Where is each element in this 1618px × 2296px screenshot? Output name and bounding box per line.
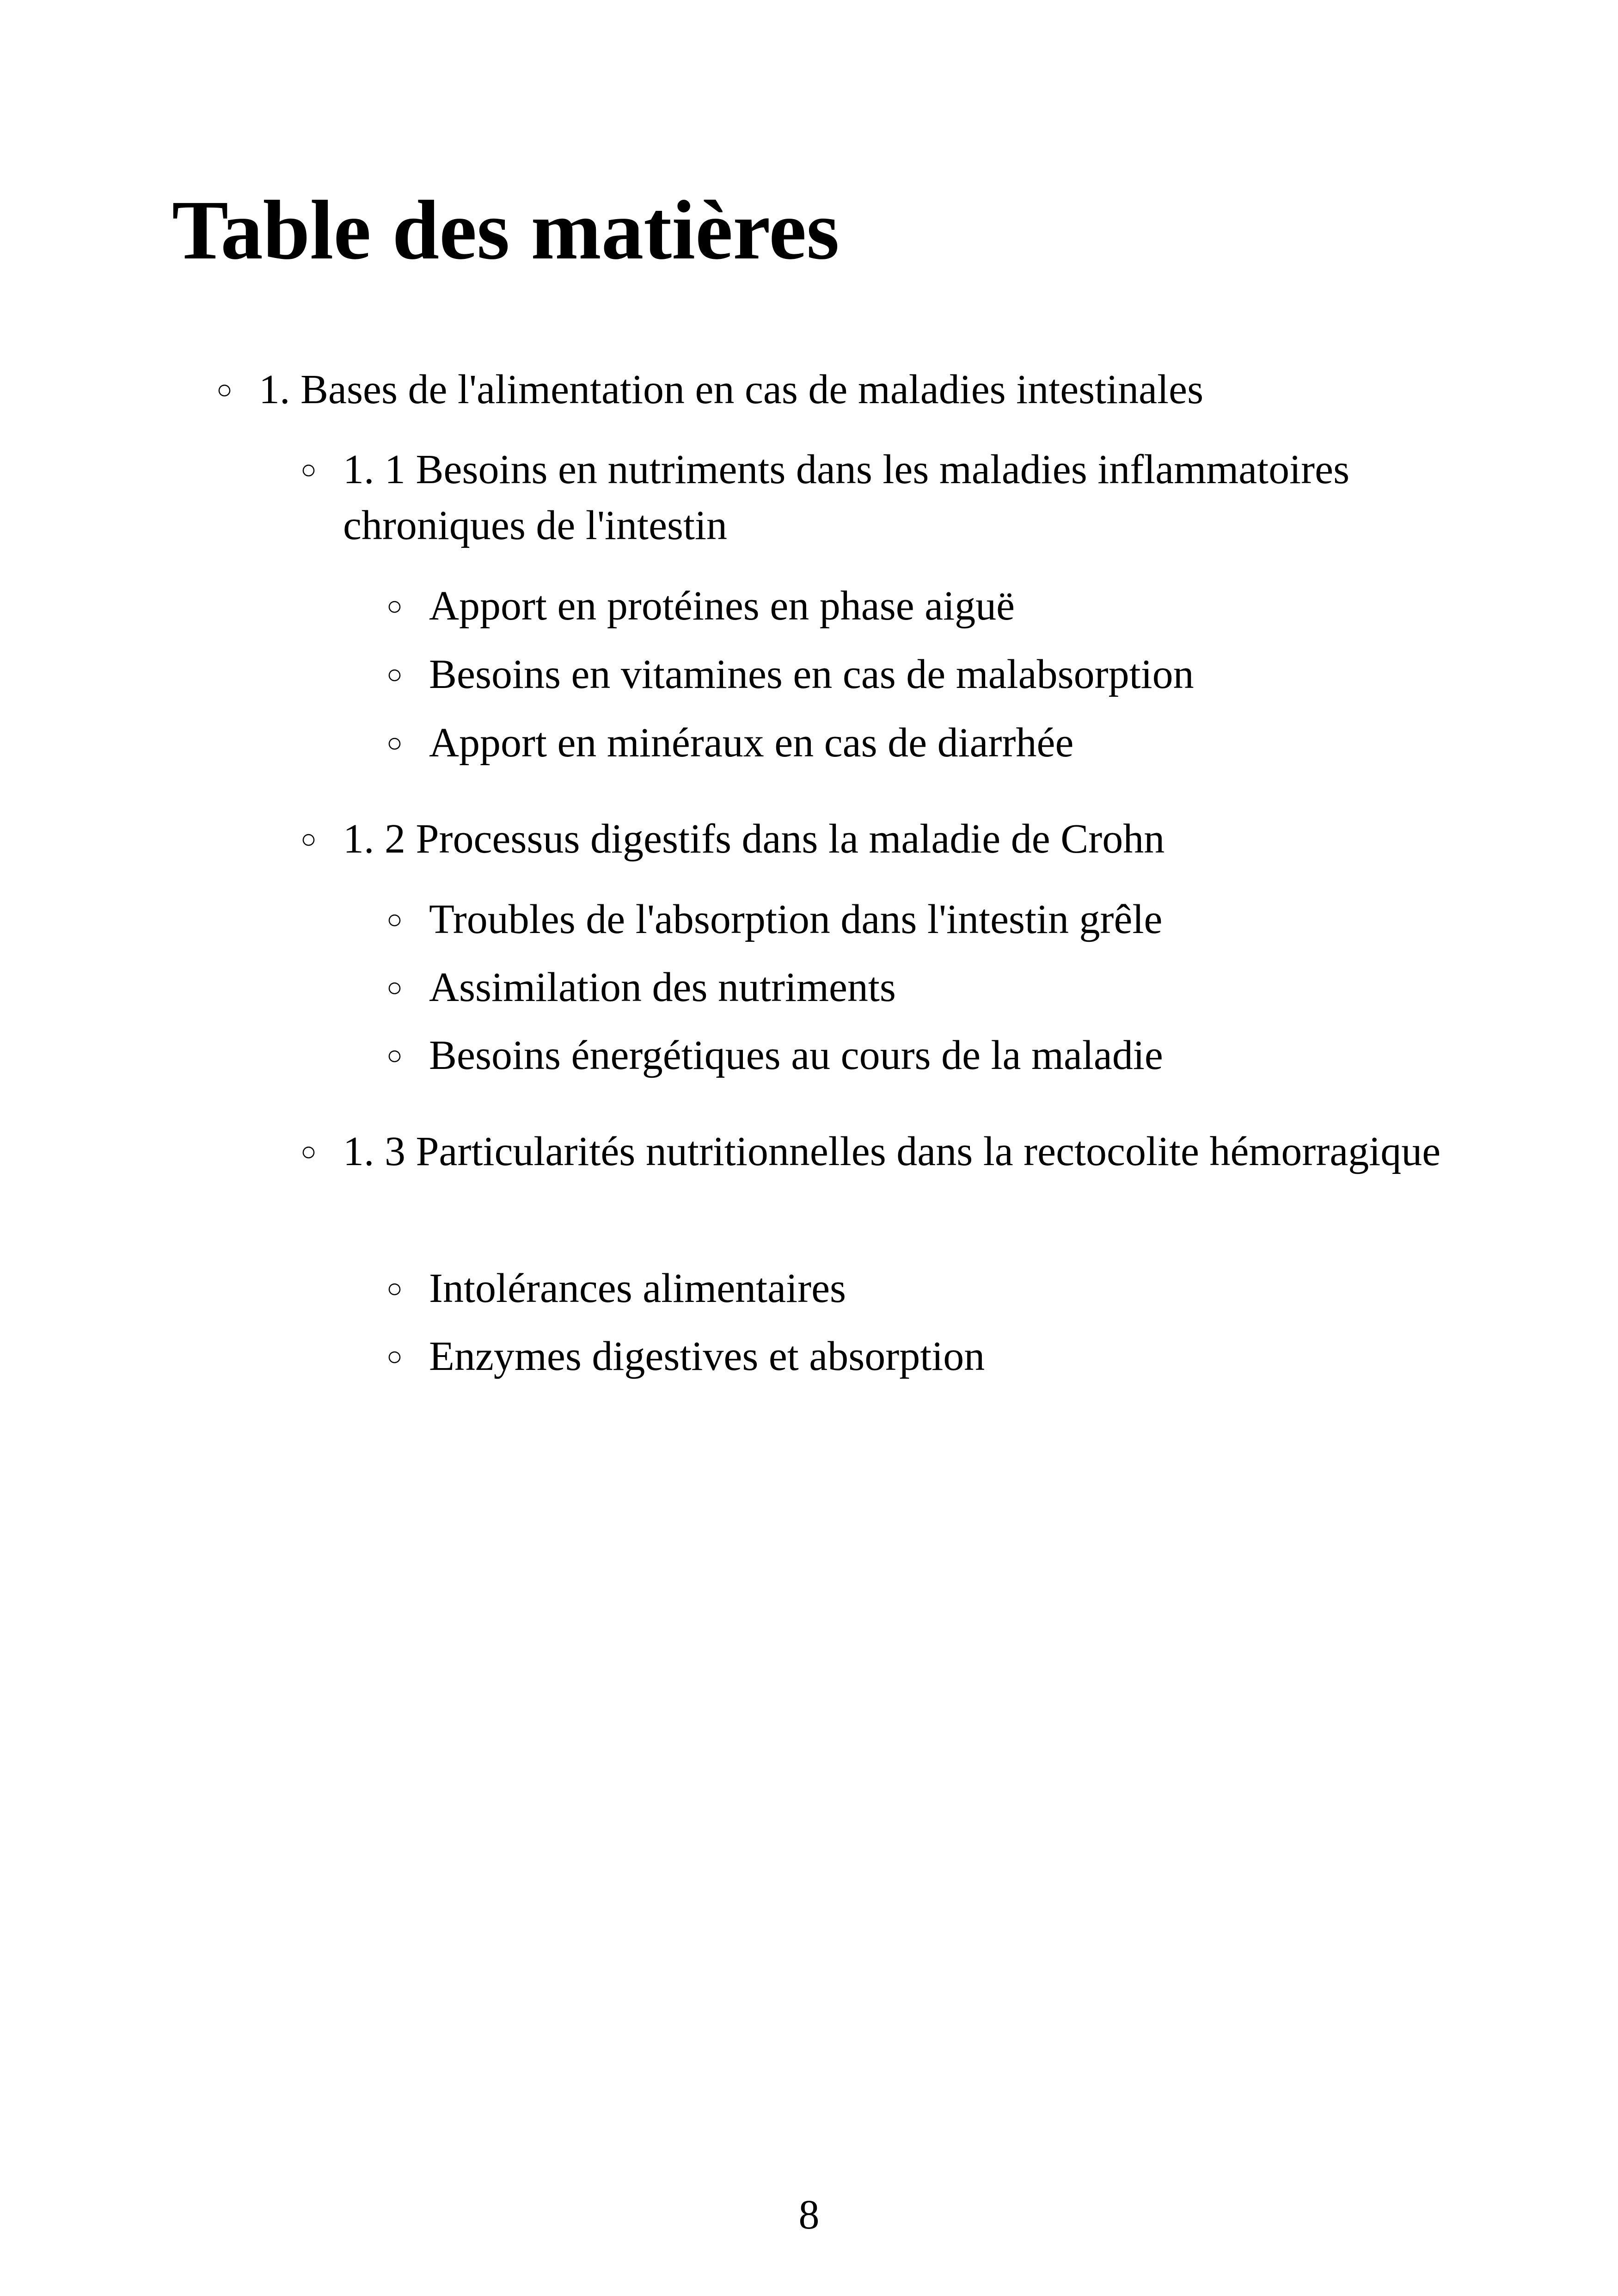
toc-entry-label: 1. 2 Processus digestifs dans la maladie de Crohn [343, 816, 1165, 862]
toc-entry-subitem[interactable] [386, 1027, 1492, 1083]
toc-entry-label: 1. Bases de l'alimentation en cas de maladies intestinales [259, 367, 1204, 412]
toc-entry-subitem[interactable] [386, 959, 1492, 1015]
toc-entry-subitem[interactable] [386, 1260, 1492, 1316]
toc-entry-subitem[interactable] [386, 891, 1492, 947]
toc-entry-section-1[interactable] [216, 362, 1204, 417]
toc-entry-section-1-2[interactable] [300, 811, 1453, 867]
circle-bullet-icon: ○ [300, 1136, 317, 1166]
circle-bullet-icon: ○ [300, 824, 317, 854]
circle-bullet-icon: ○ [386, 591, 403, 621]
circle-bullet-icon: ○ [386, 728, 403, 758]
circle-bullet-icon: ○ [386, 904, 403, 934]
circle-bullet-icon: ○ [386, 1341, 403, 1371]
toc-entry-section-1-1[interactable] [300, 442, 1453, 553]
toc-entry-label: Enzymes digestives et absorption [429, 1333, 985, 1379]
page-number: 8 [798, 2192, 820, 2238]
toc-entry-subitem[interactable] [386, 715, 1492, 771]
circle-bullet-icon: ○ [386, 1040, 403, 1070]
toc-entry-label: Assimilation des nutriments [429, 964, 896, 1010]
toc-entry-subitem[interactable] [386, 1328, 1492, 1384]
toc-entry-label: Intolérances alimentaires [429, 1265, 846, 1311]
circle-bullet-icon: ○ [216, 374, 233, 405]
toc-entry-label: 1. 3 Particularités nutritionnelles dans la rectocolite hémorragique [343, 1129, 1441, 1174]
toc-entry-label: 1. 1 Besoins en nutriments dans les maladies inflammatoires chroniques de l'intestin [343, 447, 1350, 548]
toc-entry-subitem[interactable] [386, 646, 1492, 702]
toc-entry-label: Besoins énergétiques au cours de la maladie [429, 1032, 1163, 1078]
toc-entry-label: Besoins en vitamines en cas de malabsorption [429, 651, 1194, 697]
toc-entry-label: Apport en minéraux en cas de diarrhée [429, 720, 1074, 766]
page-title: Table des matières [172, 183, 840, 277]
toc-entry-label: Troubles de l'absorption dans l'intestin grêle [429, 896, 1163, 942]
circle-bullet-icon: ○ [386, 1273, 403, 1303]
toc-entry-section-1-3[interactable] [300, 1123, 1453, 1179]
toc-entry-label: Apport en protéines en phase aiguë [429, 583, 1015, 629]
circle-bullet-icon: ○ [300, 454, 317, 485]
circle-bullet-icon: ○ [386, 659, 403, 689]
toc-entry-subitem[interactable] [386, 578, 1492, 634]
circle-bullet-icon: ○ [386, 972, 403, 1002]
